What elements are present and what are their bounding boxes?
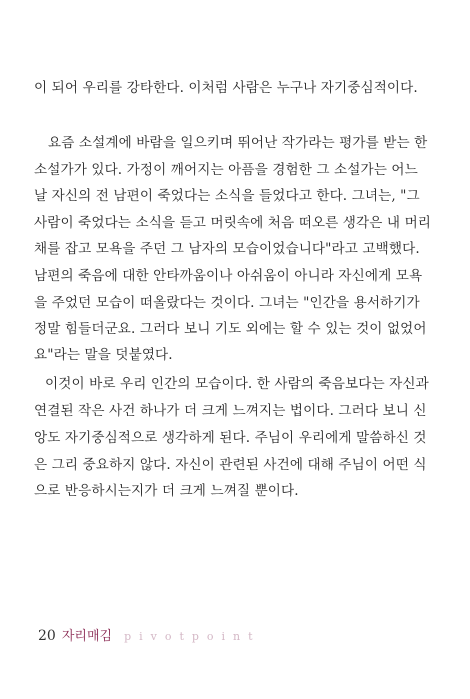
text-line: 은 그리 중요하지 않다. 자신이 관련된 사건에 대해 주님이 어떤 식 bbox=[34, 457, 427, 473]
text-line: 정말 힘들더군요. 그러다 보니 기도 외에는 할 수 있는 것이 없었어 bbox=[34, 321, 427, 337]
text-line: 연결된 작은 사건 하나가 더 크게 느껴지는 법이다. 그러다 보니 신 bbox=[34, 403, 427, 419]
text-line: 사람이 죽었다는 소식을 듣고 머릿속에 처음 떠오른 생각은 내 머리 bbox=[34, 215, 432, 231]
page-footer bbox=[38, 628, 261, 645]
text-line: 소설가가 있다. 가정이 깨어지는 아픔을 경험한 그 소설가는 어느 bbox=[34, 162, 418, 178]
text-line: 남편의 죽음에 대한 안타까움이나 아쉬움이 아니라 자신에게 모욕 bbox=[34, 268, 423, 284]
text-line: 날 자신의 전 남편이 죽었다는 소식을 들었다고 한다. 그녀는, "그 bbox=[34, 188, 420, 204]
running-word: pivotpoint bbox=[124, 630, 261, 643]
text-line: 이것이 바로 우리 인간의 모습이다. 한 사람의 죽음보다는 자신과 bbox=[45, 376, 429, 392]
text-line: 이 되어 우리를 강타한다. 이처럼 사람은 누구나 자기중심적이다. bbox=[34, 80, 418, 96]
text-line: 채를 잡고 모욕을 주던 그 남자의 모습이었습니다"라고 고백했다. bbox=[34, 241, 420, 257]
page-number: 20 bbox=[38, 628, 56, 644]
text-line: 앙도 자기중심적으로 생각하게 된다. 주님이 우리에게 말씀하신 것 bbox=[34, 430, 427, 446]
text-line: 으로 반응하시는지가 더 크게 느껴질 뿐이다. bbox=[34, 483, 299, 499]
text-line: 요"라는 말을 덧붙였다. bbox=[34, 347, 173, 363]
text-line: 을 주었던 모습이 떠올랐다는 것이다. 그녀는 "인간을 용서하기가 bbox=[34, 295, 420, 311]
text-line: 요즘 소설계에 바람을 일으키며 뛰어난 작가라는 평가를 받는 한 bbox=[48, 135, 428, 151]
book-title: 자리매김 bbox=[61, 629, 113, 644]
